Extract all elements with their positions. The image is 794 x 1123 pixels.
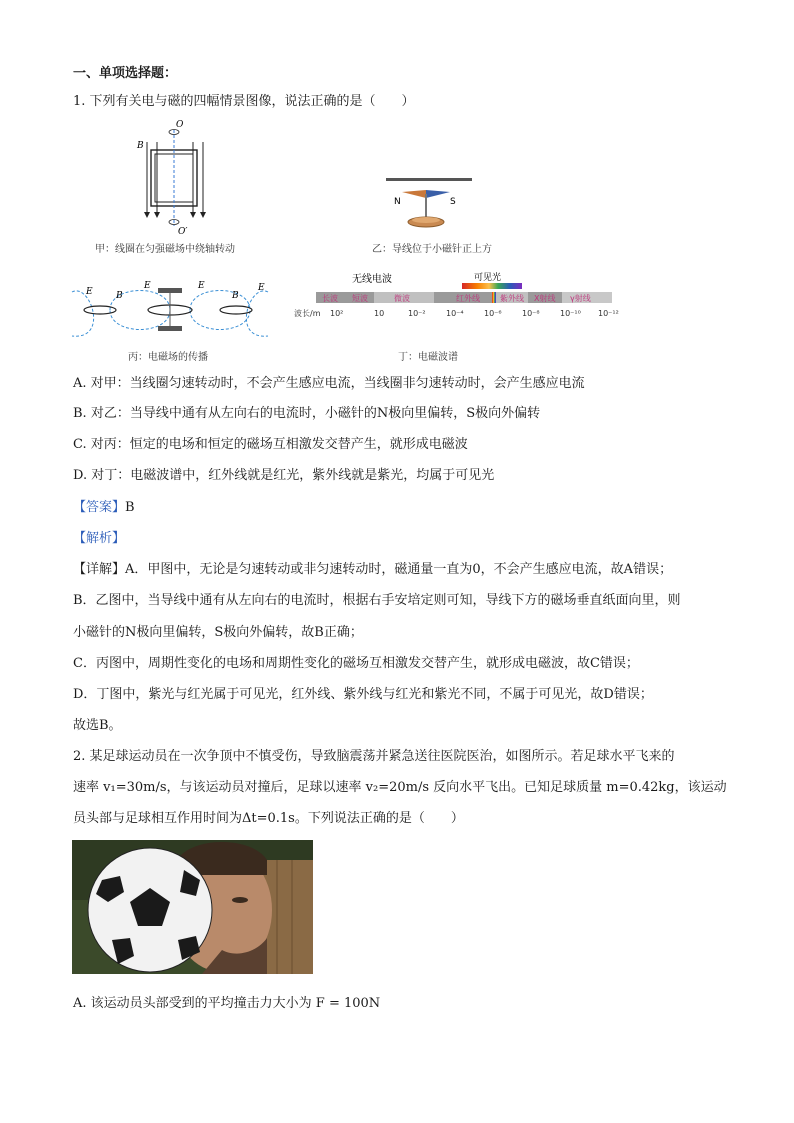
question-1-stem: 1. 下列有关电与磁的四幅情景图像，说法正确的是（ ） <box>73 94 415 109</box>
answer-tag: 【答案】 <box>73 500 126 515</box>
detail-text-0: A．甲图中，无论是匀速转动或非匀速转动时，磁通量一直为0，不会产生感应电流，故A错误； <box>125 562 673 577</box>
label-S: S <box>450 197 456 207</box>
label-axis-O: O <box>176 120 184 130</box>
option-a: A. 对甲：当线圈匀速转动时，不会产生感应电流，当线圈非匀速转动时，会产生感应电流 <box>73 376 585 391</box>
caption-ding: 丁：电磁波谱 <box>398 352 458 363</box>
question-2-line-3: 员头部与足球相互作用时间为Δt=0.1s。下列说法正确的是（ ） <box>73 811 464 826</box>
answer-row <box>73 500 135 516</box>
label-E-4: E <box>258 283 265 293</box>
figure-yi-compass <box>380 170 480 240</box>
tick-5: 10⁻⁸ <box>522 309 540 318</box>
tick-0: 10² <box>330 309 344 318</box>
section-title: 一、单项选择题： <box>73 66 178 81</box>
detail-line-4: D．丁图中，紫光与红光属于可见光，红外线、紫外线与红光和紫光不同，不属于可见光，故D错误； <box>73 687 653 702</box>
tick-7: 10⁻¹² <box>598 309 619 318</box>
band-ultraviolet: 紫外线 <box>500 294 524 303</box>
label-E-3: E <box>198 281 205 291</box>
detail-line-1: B．乙图中，当导线中通有从左向右的电流时，根据右手安培定则可知，导线下方的磁场垂直纸面向里，则 <box>73 593 681 608</box>
label-visible-light: 可见光 <box>474 273 502 283</box>
detail-line-2: 小磁针的N极向里偏转，S极向外偏转，故B正确； <box>73 625 363 640</box>
label-E-1: E <box>86 287 93 297</box>
label-axis-O-prime: O′ <box>178 227 188 236</box>
tick-6: 10⁻¹⁰ <box>560 309 581 318</box>
analysis-tag: 【解析】 <box>73 531 126 546</box>
figure-bing-em-propagation <box>70 280 270 340</box>
band-gamma-ray: γ射线 <box>570 294 591 303</box>
caption-bing: 丙：电磁场的传播 <box>128 352 208 363</box>
tick-2: 10⁻² <box>408 309 426 318</box>
figure-jia-coil <box>135 118 225 236</box>
detail-tag: 【详解】 <box>73 562 126 577</box>
label-B-1: B <box>116 291 123 301</box>
band-short-wave: 短波 <box>352 294 368 303</box>
option-d: D. 对丁：电磁波谱中，红外线就是红光，紫外线就是紫光，均属于可见光 <box>73 468 495 483</box>
option-c: C. 对丙：恒定的电场和恒定的磁场互相激发交替产生，就形成电磁波 <box>73 437 468 452</box>
tick-3: 10⁻⁴ <box>446 309 464 318</box>
option-b: B. 对乙：当导线中通有从左向右的电流时，小磁针的N极向里偏转，S极向外偏转 <box>73 406 541 421</box>
tick-4: 10⁻⁶ <box>484 309 502 318</box>
tick-1: 10 <box>374 309 385 318</box>
label-B-2: B <box>232 291 239 301</box>
answer-value: B <box>125 500 135 515</box>
question-2-option-a: A. 该运动员头部受到的平均撞击力大小为 F = 100N <box>73 996 381 1011</box>
band-long-wave: 长波 <box>322 294 338 303</box>
band-x-ray: X射线 <box>534 294 556 303</box>
detail-line-5: 故选B。 <box>73 718 122 733</box>
detail-line-0 <box>73 562 672 578</box>
caption-jia: 甲：线圈在匀强磁场中绕轴转动 <box>95 244 235 255</box>
axis-title-wavelength: 波长/m <box>294 309 321 318</box>
question-2-line-1: 2. 某足球运动员在一次争顶中不慎受伤，导致脑震荡并紧急送往医院医治，如图所示。若足球水平飞来的 <box>73 749 675 764</box>
band-microwave: 微波 <box>394 294 410 303</box>
label-field-B: B <box>137 141 144 151</box>
figure-ding-spectrum <box>292 272 632 322</box>
label-E-2: E <box>144 281 151 291</box>
detail-line-3: C．丙图中，周期性变化的电场和周期性变化的磁场互相激发交替产生，就形成电磁波，故C错误； <box>73 656 639 671</box>
band-infrared: 红外线 <box>456 294 480 303</box>
label-radio-waves: 无线电波 <box>352 274 392 285</box>
question-2-line-2: 速率 v₁=30m/s，与该运动员对撞后，足球以速率 v₂=20m/s 反向水平飞出。已知足球质量 m=0.42kg，该运动 <box>73 780 727 795</box>
caption-yi: 乙：导线位于小磁针正上方 <box>372 244 492 255</box>
photo-soccer-header <box>72 840 313 974</box>
label-N: N <box>394 197 401 207</box>
